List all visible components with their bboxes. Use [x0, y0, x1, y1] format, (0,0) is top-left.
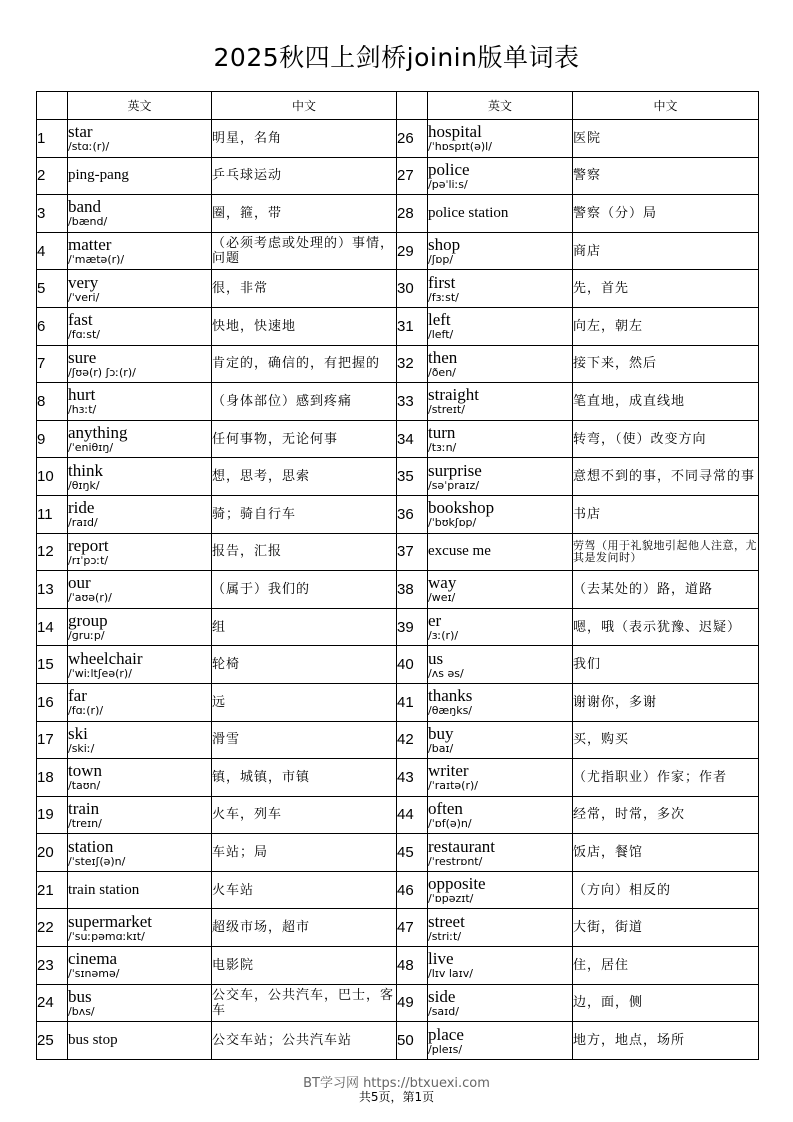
entry-phonetic: /ˈaʊə(r)/ [68, 591, 112, 605]
header-number-left [37, 92, 68, 120]
entry-number: 36 [397, 495, 428, 533]
entry-english-cell [68, 420, 212, 458]
entry-phonetic: /left/ [428, 328, 454, 342]
entry-english-cell [428, 721, 573, 759]
entry-english-cell [68, 270, 212, 308]
entry-word: place [428, 1024, 464, 1044]
table-row [37, 759, 759, 797]
entry-chinese-meaning: 想，思考，思索 [212, 458, 397, 496]
entry-chinese-meaning: 任何事物，无论何事 [212, 420, 397, 458]
entry-number: 37 [397, 533, 428, 571]
entry-english-cell [68, 195, 212, 233]
entry-phonetic: /ˈbʊkʃɒp/ [428, 516, 477, 530]
entry-english-cell [428, 759, 573, 797]
entry-english-cell [68, 834, 212, 872]
entry-word: think [68, 460, 103, 480]
entry-phonetic: /fɑː(r)/ [68, 704, 104, 718]
entry-english-cell [428, 533, 573, 571]
entry-phonetic: /bʌs/ [68, 1004, 95, 1018]
table-row [37, 195, 759, 233]
entry-phonetic: /ʌs əs/ [428, 666, 464, 680]
entry-phonetic: /ʃʊə(r) ʃɔː(r)/ [68, 365, 136, 379]
entry-chinese-meaning: 电影院 [212, 947, 397, 985]
entry-word: turn [428, 423, 456, 443]
entry-phonetic: /ˈɒf(ə)n/ [428, 816, 472, 830]
entry-english-cell [68, 345, 212, 383]
entry-number: 20 [37, 834, 68, 872]
entry-number: 35 [397, 458, 428, 496]
entry-phonetic: /weɪ/ [428, 591, 456, 605]
entry-number: 4 [37, 232, 68, 270]
header-chinese-left: 中文 [212, 92, 397, 120]
entry-word: cinema [68, 949, 118, 969]
entry-chinese-meaning: 骑；骑自行车 [212, 495, 397, 533]
entry-word: then [428, 347, 458, 367]
entry-chinese-meaning: 嗯，哦（表示犹豫、迟疑） [573, 608, 759, 646]
entry-phonetic: /baɪ/ [428, 741, 454, 755]
entry-phonetic: /ðen/ [428, 365, 456, 379]
entry-english-cell [68, 608, 212, 646]
entry-number: 30 [397, 270, 428, 308]
entry-english-cell [68, 307, 212, 345]
entry-chinese-meaning: 意想不到的事，不同寻常的事 [573, 458, 759, 496]
entry-phonetic: /ɜː(r)/ [428, 629, 459, 643]
header-number-right [397, 92, 428, 120]
entry-chinese-meaning: 警察（分）局 [573, 195, 759, 233]
entry-word: surprise [428, 460, 482, 480]
entry-word: matter [68, 235, 112, 255]
entry-phonetic: /striːt/ [428, 929, 462, 943]
entry-english-cell [68, 984, 212, 1022]
entry-number: 10 [37, 458, 68, 496]
entry-word: hurt [68, 385, 96, 405]
entry-word: group [68, 611, 108, 631]
entry-number: 43 [397, 759, 428, 797]
entry-chinese-meaning: 住，居住 [573, 947, 759, 985]
table-row [37, 458, 759, 496]
entry-phonetic: /ˈeniθɪŋ/ [68, 441, 114, 455]
entry-word: police station [428, 204, 509, 221]
entry-chinese-meaning: 报告，汇报 [212, 533, 397, 571]
entry-chinese-meaning: 圈，箍，带 [212, 195, 397, 233]
page-title: 2025秋四上剑桥joinin版单词表 [213, 43, 580, 72]
entry-chinese-meaning: 超级市场，超市 [212, 909, 397, 947]
entry-chinese-meaning: 地方，地点，场所 [573, 1022, 759, 1060]
entry-chinese-meaning: 向左，朝左 [573, 307, 759, 345]
entry-chinese-meaning: 我们 [573, 646, 759, 684]
header-english-left: 英文 [68, 92, 212, 120]
entry-english-cell [428, 1022, 573, 1060]
table-row [37, 157, 759, 195]
entry-phonetic: /ˈwiːltʃeə(r)/ [68, 666, 132, 680]
entry-chinese-meaning: 肯定的，确信的，有把握的 [212, 345, 397, 383]
entry-english-cell [428, 834, 573, 872]
entry-word: very [68, 272, 99, 292]
entry-word: buy [428, 723, 454, 743]
entry-english-cell [68, 721, 212, 759]
entry-phonetic: /lɪv laɪv/ [428, 967, 473, 981]
entry-chinese-meaning: （去某处的）路，道路 [573, 571, 759, 609]
entry-phonetic: /fɑːst/ [68, 328, 101, 342]
entry-word: first [428, 272, 456, 292]
entry-number: 28 [397, 195, 428, 233]
table-header-row [37, 92, 759, 120]
entry-english-cell [68, 120, 212, 158]
entry-phonetic: /taʊn/ [68, 779, 101, 793]
table-row [37, 571, 759, 609]
table-row [37, 796, 759, 834]
entry-number: 42 [397, 721, 428, 759]
entry-chinese-meaning: 火车站 [212, 871, 397, 909]
entry-number: 46 [397, 871, 428, 909]
entry-phonetic: /treɪn/ [68, 816, 102, 830]
entry-english-cell [428, 157, 573, 195]
entry-word: train [68, 798, 100, 818]
entry-phonetic: /hɜːt/ [68, 403, 97, 417]
entry-number: 48 [397, 947, 428, 985]
entry-phonetic: /raɪd/ [68, 516, 98, 530]
entry-english-cell [428, 345, 573, 383]
entry-word: bookshop [428, 498, 495, 518]
entry-number: 14 [37, 608, 68, 646]
entry-word: live [428, 949, 454, 969]
entry-chinese-meaning: 快地，快速地 [212, 307, 397, 345]
entry-english-cell [428, 458, 573, 496]
entry-chinese-meaning: 明星，名角 [212, 120, 397, 158]
entry-english-cell [428, 683, 573, 721]
entry-english-cell [68, 759, 212, 797]
entry-phonetic: /ˈhɒspɪt(ə)l/ [428, 140, 492, 154]
entry-phonetic: /ɡruːp/ [68, 629, 105, 643]
entry-english-cell [68, 495, 212, 533]
table-row [37, 345, 759, 383]
entry-word: bus stop [68, 1032, 118, 1049]
entry-phonetic: /rɪˈpɔːt/ [68, 553, 109, 567]
entry-english-cell [428, 571, 573, 609]
entry-english-cell [428, 420, 573, 458]
entry-english-cell [68, 871, 212, 909]
table-row [37, 383, 759, 421]
entry-word: opposite [428, 874, 486, 894]
entry-phonetic: /səˈpraɪz/ [428, 478, 480, 492]
entry-phonetic: /pəˈliːs/ [428, 177, 468, 191]
entry-word: town [68, 761, 102, 781]
entry-word: police [428, 159, 470, 179]
entry-phonetic: /ˈmætə(r)/ [68, 253, 125, 267]
entry-word: ride [68, 498, 95, 518]
entry-english-cell [68, 571, 212, 609]
entry-word: train station [68, 881, 140, 898]
entry-chinese-meaning: （必须考虑或处理的）事情，问题 [212, 232, 397, 270]
entry-chinese-meaning: 先，首先 [573, 270, 759, 308]
entry-english-cell [428, 871, 573, 909]
entry-word: us [428, 648, 444, 668]
entry-english-cell [428, 947, 573, 985]
entry-word: supermarket [68, 911, 153, 931]
entry-english-cell [428, 307, 573, 345]
entry-phonetic: /ˈsuːpəmɑːkɪt/ [68, 929, 145, 943]
entry-word: thanks [428, 686, 473, 706]
entry-word: report [68, 535, 109, 555]
entry-phonetic: /saɪd/ [428, 1004, 459, 1018]
entry-number: 45 [397, 834, 428, 872]
entry-phonetic: /skiː/ [68, 741, 95, 755]
entry-english-cell [68, 157, 212, 195]
entry-english-cell [68, 796, 212, 834]
entry-phonetic: /fɜːst/ [428, 290, 459, 304]
entry-phonetic: /tɜːn/ [428, 441, 457, 455]
entry-number: 40 [397, 646, 428, 684]
entry-english-cell [428, 120, 573, 158]
entry-word: station [68, 836, 114, 856]
entry-number: 24 [37, 984, 68, 1022]
table-row [37, 420, 759, 458]
entry-english-cell [68, 458, 212, 496]
entry-word: ski [68, 723, 88, 743]
entry-chinese-meaning: 饭店，餐馆 [573, 834, 759, 872]
table-row [37, 721, 759, 759]
entry-word: shop [428, 235, 461, 255]
table-row [37, 495, 759, 533]
header-english-right: 英文 [428, 92, 573, 120]
entry-chinese-meaning: （属于）我们的 [212, 571, 397, 609]
entry-number: 5 [37, 270, 68, 308]
table-row [37, 683, 759, 721]
table-row [37, 232, 759, 270]
entry-english-cell [68, 646, 212, 684]
header-chinese-right: 中文 [573, 92, 759, 120]
entry-chinese-meaning: 大街，街道 [573, 909, 759, 947]
entry-word: often [428, 798, 463, 818]
entry-english-cell [428, 383, 573, 421]
entry-english-cell [428, 796, 573, 834]
entry-number: 16 [37, 683, 68, 721]
entry-number: 11 [37, 495, 68, 533]
entry-chinese-meaning: （身体部位）感到疼痛 [212, 383, 397, 421]
table-row [37, 984, 759, 1022]
entry-word: way [428, 573, 457, 593]
vocabulary-table [36, 91, 759, 1060]
entry-number: 8 [37, 383, 68, 421]
entry-number: 27 [397, 157, 428, 195]
table-row [37, 646, 759, 684]
entry-phonetic: /pleɪs/ [428, 1042, 463, 1056]
entry-phonetic: /θɪŋk/ [68, 478, 100, 492]
entry-number: 47 [397, 909, 428, 947]
entry-word: star [68, 122, 93, 142]
entry-phonetic: /streɪt/ [428, 403, 465, 417]
entry-number: 49 [397, 984, 428, 1022]
entry-word: wheelchair [68, 648, 143, 668]
entry-number: 18 [37, 759, 68, 797]
entry-chinese-meaning: 买，购买 [573, 721, 759, 759]
entry-number: 6 [37, 307, 68, 345]
entry-number: 22 [37, 909, 68, 947]
entry-chinese-meaning: 镇，城镇，市镇 [212, 759, 397, 797]
entry-word: excuse me [428, 543, 491, 560]
entry-phonetic: /stɑː(r)/ [68, 140, 110, 154]
entry-word: anything [68, 423, 128, 443]
entry-english-cell [428, 608, 573, 646]
entry-number: 26 [397, 120, 428, 158]
entry-english-cell [428, 984, 573, 1022]
entry-number: 50 [397, 1022, 428, 1060]
table-row [37, 120, 759, 158]
entry-word: street [428, 911, 465, 931]
entry-word: far [68, 686, 87, 706]
entry-chinese-meaning: 轮椅 [212, 646, 397, 684]
entry-number: 3 [37, 195, 68, 233]
entry-word: our [68, 573, 91, 593]
entry-english-cell [68, 947, 212, 985]
entry-number: 34 [397, 420, 428, 458]
table-row [37, 909, 759, 947]
table-row [37, 608, 759, 646]
entry-phonetic: /bænd/ [68, 215, 108, 229]
table-row [37, 270, 759, 308]
entry-chinese-meaning: 公交车，公共汽车，巴士，客车 [212, 984, 397, 1022]
entry-english-cell [428, 646, 573, 684]
entry-word: sure [68, 347, 97, 367]
entry-word: band [68, 197, 102, 217]
entry-english-cell [68, 1022, 212, 1060]
entry-number: 29 [397, 232, 428, 270]
entry-chinese-meaning: 转弯，（使）改变方向 [573, 420, 759, 458]
entry-phonetic: /ˈraɪtə(r)/ [428, 779, 478, 793]
entry-word: fast [68, 310, 93, 330]
entry-number: 25 [37, 1022, 68, 1060]
entry-chinese-meaning: 医院 [573, 120, 759, 158]
entry-word: er [428, 611, 442, 631]
entry-word: bus [68, 986, 92, 1006]
footer-page-info: 共5页，第1页 [358, 1090, 435, 1104]
entry-english-cell [428, 495, 573, 533]
entry-english-cell [68, 909, 212, 947]
footer-site: BT学习网 https://btxuexi.com [303, 1076, 490, 1091]
entry-phonetic: /θæŋks/ [428, 704, 473, 718]
entry-chinese-meaning: （尤指职业）作家；作者 [573, 759, 759, 797]
entry-number: 44 [397, 796, 428, 834]
table-row [37, 533, 759, 571]
entry-phonetic: /ˈrestrɒnt/ [428, 854, 483, 868]
entry-chinese-meaning: 劳驾（用于礼貌地引起他人注意，尤其是发问时） [573, 533, 759, 571]
entry-chinese-meaning: 滑雪 [212, 721, 397, 759]
entry-number: 12 [37, 533, 68, 571]
entry-number: 23 [37, 947, 68, 985]
entry-number: 2 [37, 157, 68, 195]
table-row [37, 1022, 759, 1060]
entry-number: 17 [37, 721, 68, 759]
entry-number: 38 [397, 571, 428, 609]
entry-chinese-meaning: 笔直地，成直线地 [573, 383, 759, 421]
entry-chinese-meaning: 谢谢你，多谢 [573, 683, 759, 721]
entry-chinese-meaning: 乒乓球运动 [212, 157, 397, 195]
entry-chinese-meaning: 组 [212, 608, 397, 646]
entry-word: restaurant [428, 836, 496, 856]
entry-number: 19 [37, 796, 68, 834]
entry-chinese-meaning: 书店 [573, 495, 759, 533]
entry-word: writer [428, 761, 469, 781]
entry-phonetic: /ˈsteɪʃ(ə)n/ [68, 854, 126, 868]
entry-chinese-meaning: 车站；局 [212, 834, 397, 872]
entry-word: side [428, 986, 456, 1006]
entry-chinese-meaning: 火车，列车 [212, 796, 397, 834]
table-row [37, 834, 759, 872]
entry-number: 33 [397, 383, 428, 421]
entry-number: 9 [37, 420, 68, 458]
entry-chinese-meaning: （方向）相反的 [573, 871, 759, 909]
entry-number: 41 [397, 683, 428, 721]
entry-phonetic: /ʃɒp/ [428, 253, 454, 267]
entry-phonetic: /ˈsɪnəmə/ [68, 967, 120, 981]
entry-number: 15 [37, 646, 68, 684]
entry-chinese-meaning: 公交车站；公共汽车站 [212, 1022, 397, 1060]
entry-word: left [428, 310, 451, 330]
table-row [37, 947, 759, 985]
entry-english-cell [68, 383, 212, 421]
entry-chinese-meaning: 边，面，侧 [573, 984, 759, 1022]
entry-number: 39 [397, 608, 428, 646]
entry-number: 13 [37, 571, 68, 609]
entry-english-cell [68, 683, 212, 721]
table-row [37, 871, 759, 909]
entry-english-cell [68, 533, 212, 571]
entry-word: hospital [428, 122, 482, 142]
entry-chinese-meaning: 很，非常 [212, 270, 397, 308]
entry-chinese-meaning: 接下来，然后 [573, 345, 759, 383]
entry-number: 1 [37, 120, 68, 158]
entry-chinese-meaning: 警察 [573, 157, 759, 195]
entry-english-cell [428, 232, 573, 270]
entry-chinese-meaning: 经常，时常，多次 [573, 796, 759, 834]
entry-number: 21 [37, 871, 68, 909]
table-row [37, 307, 759, 345]
entry-word: ping-pang [68, 167, 129, 184]
entry-number: 32 [397, 345, 428, 383]
entry-english-cell [428, 195, 573, 233]
entry-number: 7 [37, 345, 68, 383]
entry-english-cell [428, 270, 573, 308]
entry-phonetic: /ˈveri/ [68, 290, 100, 304]
entry-chinese-meaning: 商店 [573, 232, 759, 270]
entry-chinese-meaning: 远 [212, 683, 397, 721]
entry-phonetic: /ˈɒpəzɪt/ [428, 892, 474, 906]
entry-english-cell [68, 232, 212, 270]
entry-word: straight [428, 385, 479, 405]
entry-number: 31 [397, 307, 428, 345]
entry-english-cell [428, 909, 573, 947]
